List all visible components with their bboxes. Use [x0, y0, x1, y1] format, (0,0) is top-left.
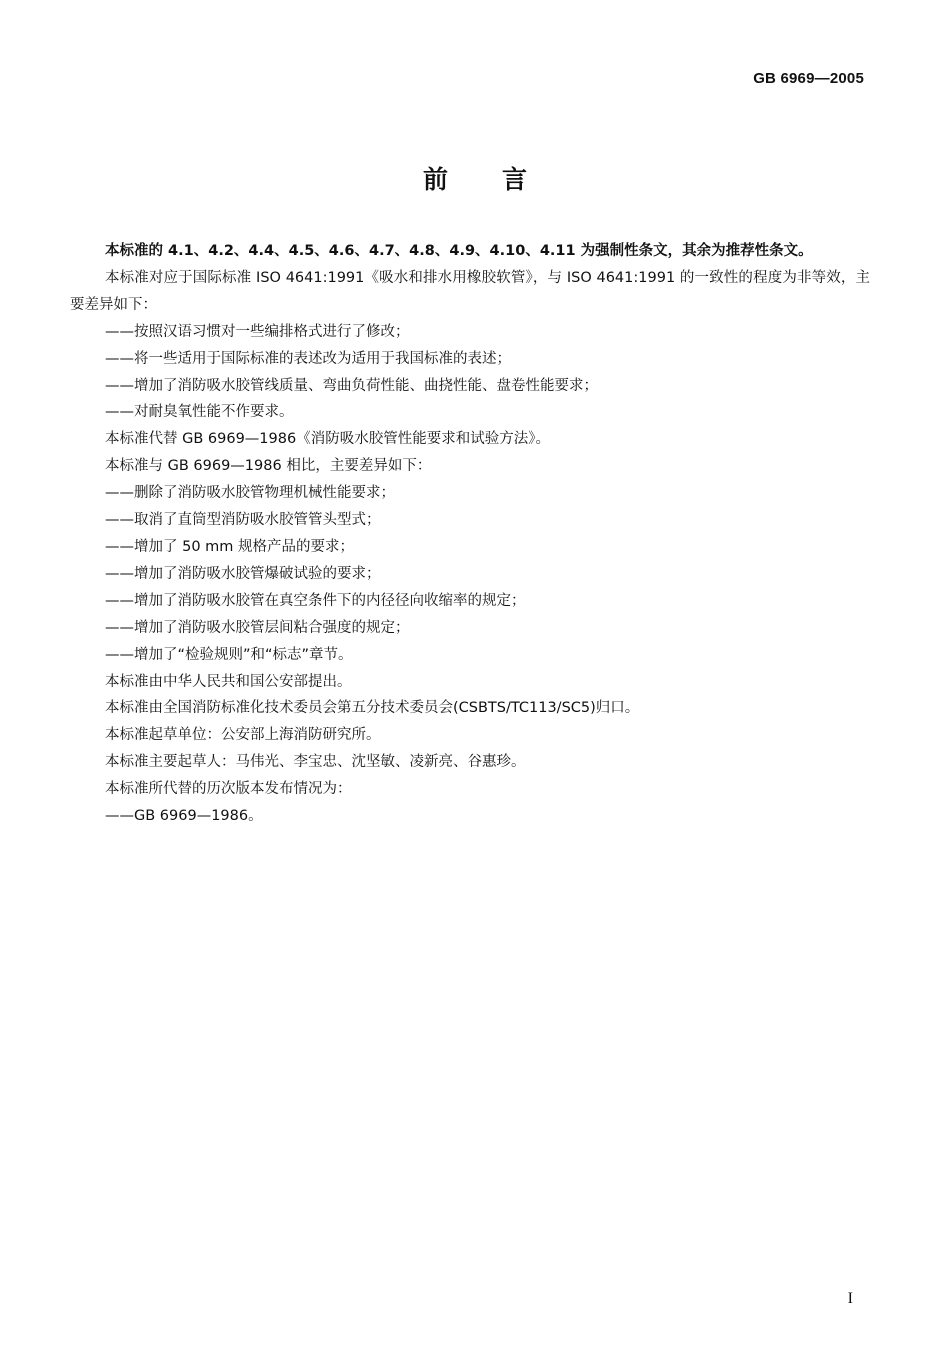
page-number: I [847, 1290, 853, 1307]
list-item: ——增加了消防吸水胶管在真空条件下的内径径向收缩率的规定； [105, 592, 526, 609]
page-title: 前言 [422, 165, 581, 194]
list-item: ——增加了消防吸水胶管层间粘合强度的规定； [105, 619, 410, 636]
replaces-paragraph: 本标准代替 GB 6969—1986《消防吸水胶管性能要求和试验方法》。 [105, 431, 550, 448]
list-item: ——增加了消防吸水胶管线质量、弯曲负荷性能、曲挠性能、盘卷性能要求； [105, 377, 598, 394]
proposed-by-paragraph: 本标准由中华人民共和国公安部提出。 [105, 673, 352, 690]
list-item: ——删除了消防吸水胶管物理机械性能要求； [105, 485, 395, 502]
mandatory-clauses-paragraph: 本标准的 4.1、4.2、4.4、4.5、4.6、4.7、4.8、4.9、4.10、4.11 为强制性条文，其余为推荐性条文。 [105, 243, 813, 259]
list-item: ——取消了直筒型消防吸水胶管管头型式； [105, 512, 381, 529]
list-item: ——将一些适用于国际标准的表述改为适用于我国标准的表述； [105, 350, 511, 367]
list-item: ——对耐臭氧性能不作要求。 [105, 404, 294, 421]
drafting-unit-paragraph: 本标准起草单位：公安部上海消防研究所。 [105, 727, 381, 744]
jurisdiction-paragraph: 本标准由全国消防标准化技术委员会第五分技术委员会(CSBTS/TC113/SC5)归口。 [105, 700, 640, 717]
standard-code-header: GB 6969—2005 [753, 70, 864, 87]
previous-editions-intro-paragraph: 本标准所代替的历次版本发布情况为： [105, 781, 352, 798]
list-item: ——增加了“检验规则”和“标志”章节。 [105, 646, 353, 663]
list-item: ——增加了 50 mm 规格产品的要求； [105, 538, 355, 555]
list-item: ——按照汉语习惯对一些编排格式进行了修改； [105, 323, 410, 340]
foreword-body [70, 238, 870, 830]
main-drafters-paragraph: 本标准主要起草人：马伟光、李宝忠、沈坚敏、凌新亮、谷惠珍。 [105, 754, 526, 771]
list-item: ——GB 6969—1986。 [105, 808, 263, 825]
iso-correspondence-paragraph: 本标准对应于国际标准 ISO 4641:1991《吸水和排水用橡胶软管》，与 ISO 4641:1991 的一致性的程度为非等效，主要差异如下： [70, 269, 870, 313]
comparison-intro-paragraph: 本标准与 GB 6969—1986 相比，主要差异如下： [105, 458, 432, 475]
list-item: ——增加了消防吸水胶管爆破试验的要求； [105, 565, 381, 582]
